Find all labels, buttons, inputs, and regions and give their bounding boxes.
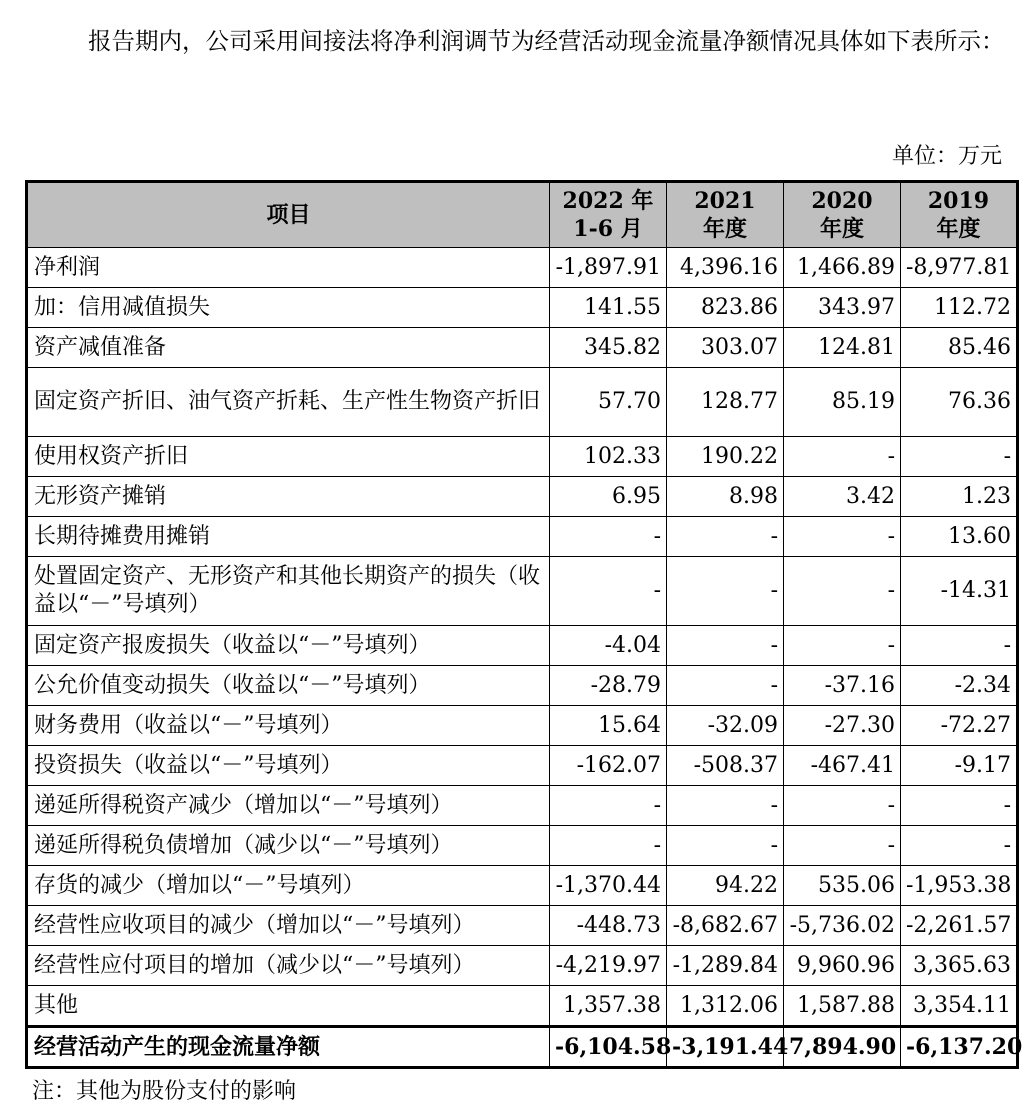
table-row	[27, 288, 1018, 328]
row-item-label: 净利润	[27, 248, 550, 288]
table-row	[27, 557, 1018, 626]
row-value: -2.34	[901, 666, 1018, 706]
table-row	[27, 328, 1018, 368]
row-value: -	[901, 826, 1018, 866]
row-value: 57.70	[550, 368, 667, 437]
row-value: 345.82	[550, 328, 667, 368]
row-value: -4,219.97	[550, 946, 667, 986]
row-value: -1,289.84	[667, 946, 784, 986]
row-item-label: 资产减值准备	[27, 328, 550, 368]
row-value: 190.22	[667, 437, 784, 477]
row-value: 6.95	[550, 477, 667, 517]
row-item-label: 其他	[27, 986, 550, 1027]
row-item-label: 固定资产折旧、油气资产折耗、生产性生物资产折旧	[27, 368, 550, 437]
row-item-label: 经营性应收项目的减少（增加以“－”号填列）	[27, 906, 550, 946]
row-value: 3,354.11	[901, 986, 1018, 1027]
row-value: 3.42	[784, 477, 901, 517]
header-line: 2021	[694, 188, 756, 214]
row-value: 85.19	[784, 368, 901, 437]
row-value: 15.64	[550, 706, 667, 746]
table-row	[27, 746, 1018, 786]
header-line: 1-6 月	[573, 216, 643, 242]
row-value: -	[667, 826, 784, 866]
row-value: -9.17	[901, 746, 1018, 786]
row-value: -	[784, 626, 901, 666]
row-item-label: 递延所得税资产减少（增加以“－”号填列）	[27, 786, 550, 826]
table-row	[27, 666, 1018, 706]
row-value: 128.77	[667, 368, 784, 437]
table-row	[27, 866, 1018, 906]
header-line: 年度	[702, 216, 747, 242]
table-row	[27, 517, 1018, 557]
row-value: -	[667, 626, 784, 666]
row-value: -	[550, 517, 667, 557]
row-value: -	[550, 826, 667, 866]
row-value: 823.86	[667, 288, 784, 328]
row-value: -3,191.44	[667, 1027, 784, 1068]
row-value: -	[784, 517, 901, 557]
row-value: -	[550, 557, 667, 626]
row-value: -6,104.58	[550, 1027, 667, 1068]
row-item-label: 无形资产摊销	[27, 477, 550, 517]
row-value: -	[667, 786, 784, 826]
table-row	[27, 1027, 1018, 1068]
row-value: -	[667, 557, 784, 626]
header-2020	[784, 182, 901, 248]
table-header-row	[27, 182, 1018, 248]
footnote: 注：其他为股份支付的影响	[32, 1079, 297, 1104]
row-value: -14.31	[901, 557, 1018, 626]
row-value: -6,137.20	[901, 1027, 1018, 1068]
row-value: 8.98	[667, 477, 784, 517]
row-item-label: 经营活动产生的现金流量净额	[27, 1027, 550, 1068]
row-value: -	[667, 517, 784, 557]
header-2019	[901, 182, 1018, 248]
header-line: 年度	[936, 216, 981, 242]
row-value: 1.23	[901, 477, 1018, 517]
row-value: 343.97	[784, 288, 901, 328]
row-value: 303.07	[667, 328, 784, 368]
table-row	[27, 477, 1018, 517]
row-value: 141.55	[550, 288, 667, 328]
table-row	[27, 946, 1018, 986]
row-value: -	[550, 786, 667, 826]
row-value: -	[784, 437, 901, 477]
row-value: -1,370.44	[550, 866, 667, 906]
table-row	[27, 986, 1018, 1027]
header-line: 2022 年	[562, 188, 654, 214]
row-value: 1,587.88	[784, 986, 901, 1027]
row-value: -4.04	[550, 626, 667, 666]
row-value: 112.72	[901, 288, 1018, 328]
row-item-label: 使用权资产折旧	[27, 437, 550, 477]
row-value: -508.37	[667, 746, 784, 786]
row-item-label: 固定资产报废损失（收益以“－”号填列）	[27, 626, 550, 666]
row-value: 85.46	[901, 328, 1018, 368]
row-item-label: 存货的减少（增加以“－”号填列）	[27, 866, 550, 906]
header-line: 年度	[819, 216, 864, 242]
row-value: 7,894.90	[784, 1027, 901, 1068]
cash-flow-reconciliation-table	[25, 180, 1023, 1069]
row-value: 1,357.38	[550, 986, 667, 1027]
row-value: -8,682.67	[667, 906, 784, 946]
row-value: 124.81	[784, 328, 901, 368]
table-row	[27, 706, 1018, 746]
row-value: 13.60	[901, 517, 1018, 557]
intro-paragraph: 报告期内，公司采用间接法将净利润调节为经营活动现金流量净额情况具体如下表所示：	[88, 27, 1005, 55]
row-value: -	[784, 826, 901, 866]
table-row	[27, 248, 1018, 288]
row-value: -	[667, 666, 784, 706]
table-row	[27, 368, 1018, 437]
row-value: 9,960.96	[784, 946, 901, 986]
row-value: 76.36	[901, 368, 1018, 437]
row-value: 1,312.06	[667, 986, 784, 1027]
row-item-label: 经营性应付项目的增加（减少以“－”号填列）	[27, 946, 550, 986]
header-2021	[667, 182, 784, 248]
row-item-label: 财务费用（收益以“－”号填列）	[27, 706, 550, 746]
row-value: -32.09	[667, 706, 784, 746]
row-value: -1,897.91	[550, 248, 667, 288]
row-value: -37.16	[784, 666, 901, 706]
row-value: -5,736.02	[784, 906, 901, 946]
row-value: 102.33	[550, 437, 667, 477]
row-value: -	[901, 626, 1018, 666]
row-value: -467.41	[784, 746, 901, 786]
row-value: -448.73	[550, 906, 667, 946]
row-item-label: 公允价值变动损失（收益以“－”号填列）	[27, 666, 550, 706]
row-value: 3,365.63	[901, 946, 1018, 986]
header-line: 2020	[811, 188, 873, 214]
row-value: -1,953.38	[901, 866, 1018, 906]
row-value: 1,466.89	[784, 248, 901, 288]
row-value: -8,977.81	[901, 248, 1018, 288]
row-value: 94.22	[667, 866, 784, 906]
row-value: -27.30	[784, 706, 901, 746]
row-item-label: 递延所得税负债增加（减少以“－”号填列）	[27, 826, 550, 866]
row-value: 4,396.16	[667, 248, 784, 288]
table-row	[27, 626, 1018, 666]
unit-label: 单位：万元	[891, 144, 1002, 169]
row-item-label: 处置固定资产、无形资产和其他长期资产的损失（收益以“－”号填列）	[27, 557, 550, 626]
row-value: -	[901, 786, 1018, 826]
row-value: -2,261.57	[901, 906, 1018, 946]
row-value: -	[784, 786, 901, 826]
row-item-label: 长期待摊费用摊销	[27, 517, 550, 557]
row-item-label: 加：信用减值损失	[27, 288, 550, 328]
table-row	[27, 826, 1018, 866]
row-item-label: 投资损失（收益以“－”号填列）	[27, 746, 550, 786]
row-value: -	[784, 557, 901, 626]
table-row	[27, 906, 1018, 946]
row-value: 535.06	[784, 866, 901, 906]
header-item: 项目	[27, 182, 550, 248]
table-row	[27, 786, 1018, 826]
header-line: 2019	[927, 188, 990, 214]
row-value: -	[901, 437, 1018, 477]
header-2022h1	[550, 182, 667, 248]
row-value: -162.07	[550, 746, 667, 786]
row-value: -28.79	[550, 666, 667, 706]
table-row	[27, 437, 1018, 477]
row-value: -72.27	[901, 706, 1018, 746]
